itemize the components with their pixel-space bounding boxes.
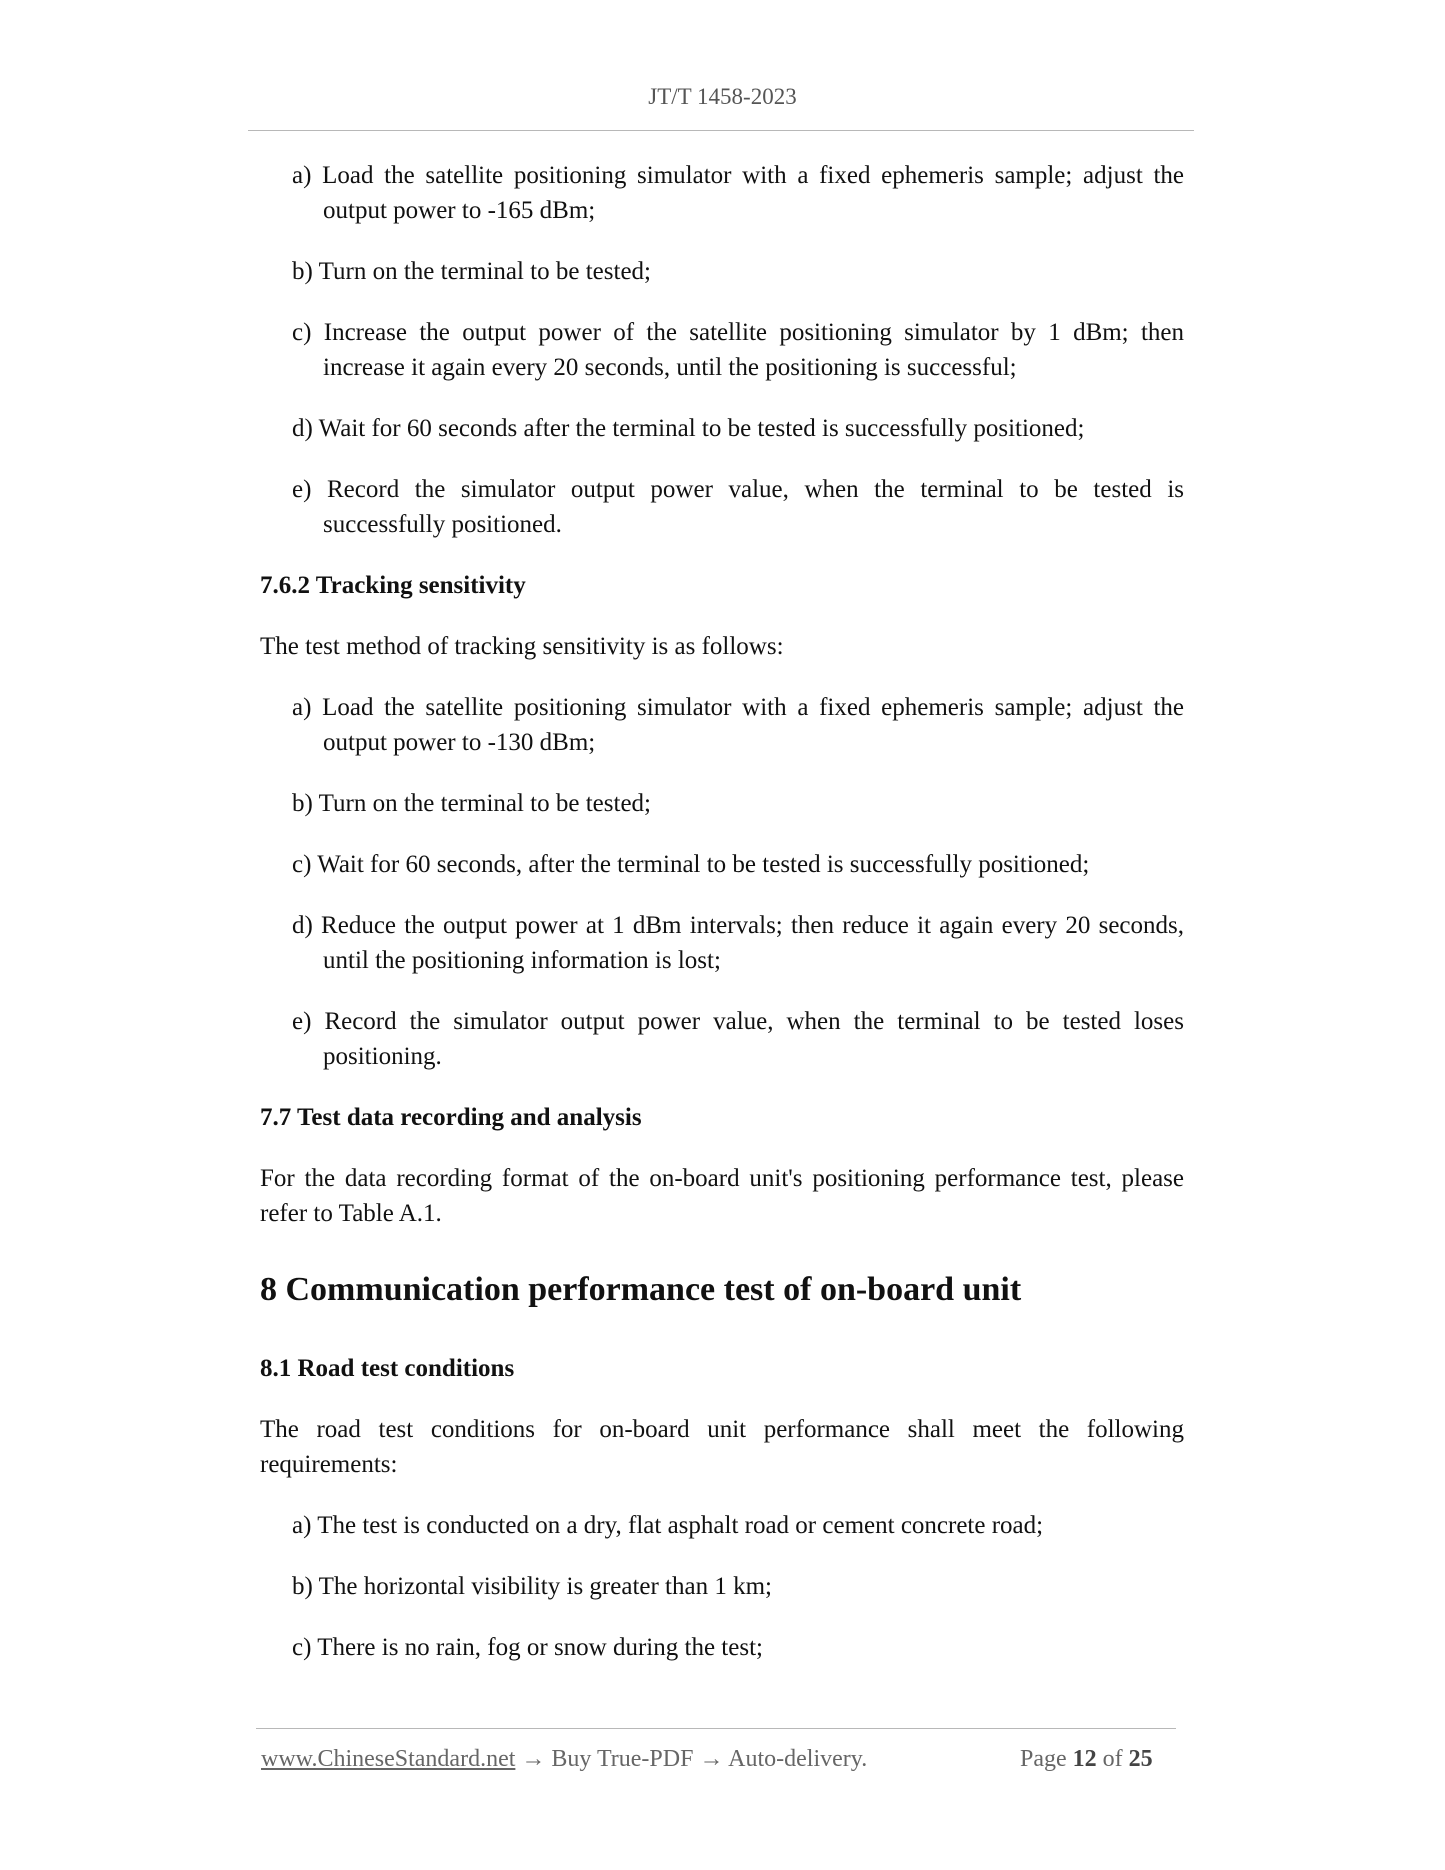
list-item: d) Wait for 60 seconds after the terminal to be tested is successfully positioned; bbox=[292, 415, 1085, 442]
list-item: b) The horizontal visibility is greater than 1 km; bbox=[292, 1573, 772, 1600]
buy-true-pdf-text: Buy True-PDF bbox=[551, 1746, 694, 1772]
arrow-right-icon: → bbox=[699, 1746, 724, 1772]
total-pages-number: 25 bbox=[1128, 1746, 1153, 1772]
list-item: a) Load the satellite positioning simulator with a fixed ephemeris sample; adjust the output power to -130 dBm; bbox=[292, 694, 1184, 756]
list-item: e) Record the simulator output power value, when the terminal to be tested is successfully positioned. bbox=[292, 476, 1184, 538]
of-label: of bbox=[1102, 1746, 1123, 1772]
paragraph: The road test conditions for on-board unit performance shall meet the following requirements: bbox=[260, 1416, 1184, 1478]
list-item: b) Turn on the terminal to be tested; bbox=[292, 258, 651, 285]
section-heading-7-6-2: 7.6.2 Tracking sensitivity bbox=[260, 572, 526, 599]
section-heading-7-7: 7.7 Test data recording and analysis bbox=[260, 1104, 642, 1131]
footer-divider bbox=[256, 1728, 1176, 1729]
page-label: Page bbox=[1020, 1746, 1067, 1772]
website-link[interactable]: www.ChineseStandard.net bbox=[261, 1746, 516, 1772]
page-indicator bbox=[1020, 1746, 1153, 1773]
section-heading-8-1: 8.1 Road test conditions bbox=[260, 1355, 515, 1382]
list-item: d) Reduce the output power at 1 dBm intervals; then reduce it again every 20 seconds, until the positioning information is lost; bbox=[292, 912, 1184, 974]
list-item: c) Increase the output power of the satellite positioning simulator by 1 dBm; then increase it again every 20 seconds, until the positioning is successful; bbox=[292, 319, 1184, 381]
list-item: c) There is no rain, fog or snow during the test; bbox=[292, 1634, 763, 1661]
list-item: c) Wait for 60 seconds, after the terminal to be tested is successfully positioned; bbox=[292, 851, 1090, 878]
list-item: a) Load the satellite positioning simulator with a fixed ephemeris sample; adjust the output power to -165 dBm; bbox=[292, 162, 1184, 224]
footer-promo bbox=[261, 1746, 867, 1773]
header-divider bbox=[248, 130, 1194, 131]
paragraph: The test method of tracking sensitivity is as follows: bbox=[260, 633, 784, 660]
paragraph: For the data recording format of the on-board unit's positioning performance test, please refer to Table A.1. bbox=[260, 1165, 1184, 1227]
auto-delivery-text: Auto-delivery. bbox=[728, 1746, 868, 1772]
document-header: JT/T 1458-2023 bbox=[648, 84, 797, 109]
current-page-number: 12 bbox=[1072, 1746, 1097, 1772]
page-content bbox=[260, 158, 1184, 1691]
list-item: a) The test is conducted on a dry, flat asphalt road or cement concrete road; bbox=[292, 1512, 1044, 1539]
list-item: b) Turn on the terminal to be tested; bbox=[292, 790, 651, 817]
arrow-right-icon: → bbox=[521, 1746, 546, 1772]
chapter-heading-8: 8 Communication performance test of on-board unit bbox=[260, 1271, 1022, 1308]
list-item: e) Record the simulator output power value, when the terminal to be tested loses positioning. bbox=[292, 1008, 1184, 1070]
